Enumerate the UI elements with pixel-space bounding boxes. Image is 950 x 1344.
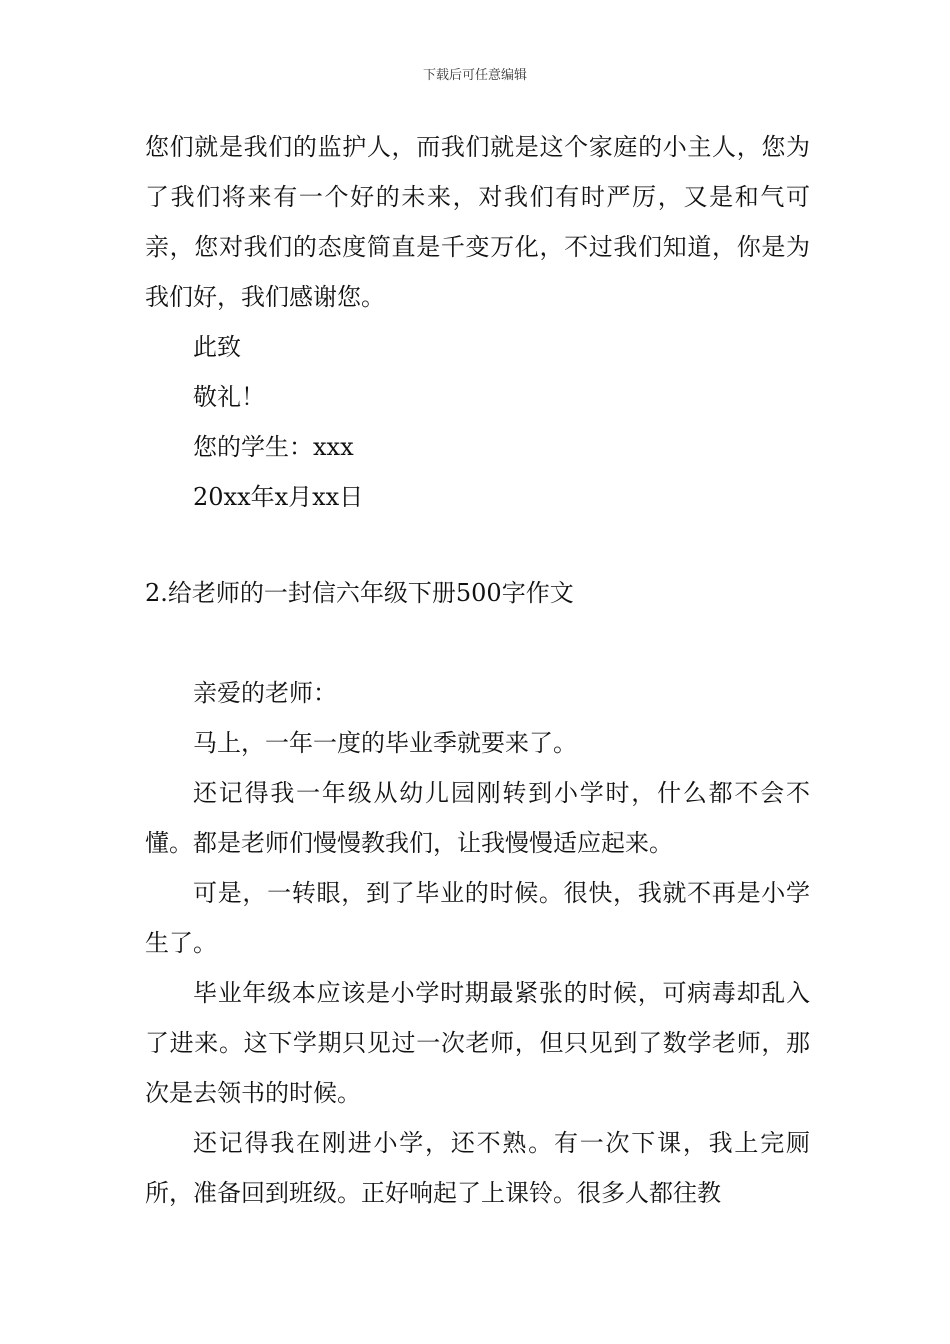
section2-paragraph: 还记得我一年级从幼儿园刚转到小学时，什么都不会不懂。都是老师们慢慢教我们，让我慢慢适应起来。 (145, 779, 810, 857)
section2-paragraph: 毕业年级本应该是小学时期最紧张的时候，可病毒却乱入了进来。这下学期只见过一次老师，但只见到了数学老师，那次是去领书的时候。 (145, 979, 810, 1107)
document-body (145, 122, 810, 1218)
letter1-signature: 您的学生：xxx (193, 433, 354, 461)
page-header: 下载后可任意编辑 (422, 68, 527, 83)
letter1-body: 您们就是我们的监护人，而我们就是这个家庭的小主人，您为了我们将来有一个好的未来，对我们有时严厉，又是和气可亲，您对我们的态度简直是千变万化，不过我们知道，你是为我们好，我们感谢您。 (145, 133, 810, 311)
section2-paragraph: 还记得我在刚进小学，还不熟。有一次下课，我上完厕所，准备回到班级。正好响起了上课铃。很多人都往教 (145, 1129, 810, 1207)
section2-paragraph: 可是，一转眼，到了毕业的时候。很快，我就不再是小学生了。 (145, 879, 810, 957)
section2-paragraph: 马上，一年一度的毕业季就要来了。 (193, 729, 577, 757)
section-spacer (145, 618, 810, 668)
letter1-closing-2: 敬礼！ (193, 383, 265, 411)
letter1-closing-1: 此致 (193, 333, 241, 361)
section-spacer (145, 522, 810, 568)
section2-title: 2.给老师的一封信六年级下册500字作文 (145, 579, 574, 607)
letter1-date: 20xx年x月xx日 (193, 483, 364, 511)
section2-salutation: 亲爱的老师： (193, 679, 337, 707)
